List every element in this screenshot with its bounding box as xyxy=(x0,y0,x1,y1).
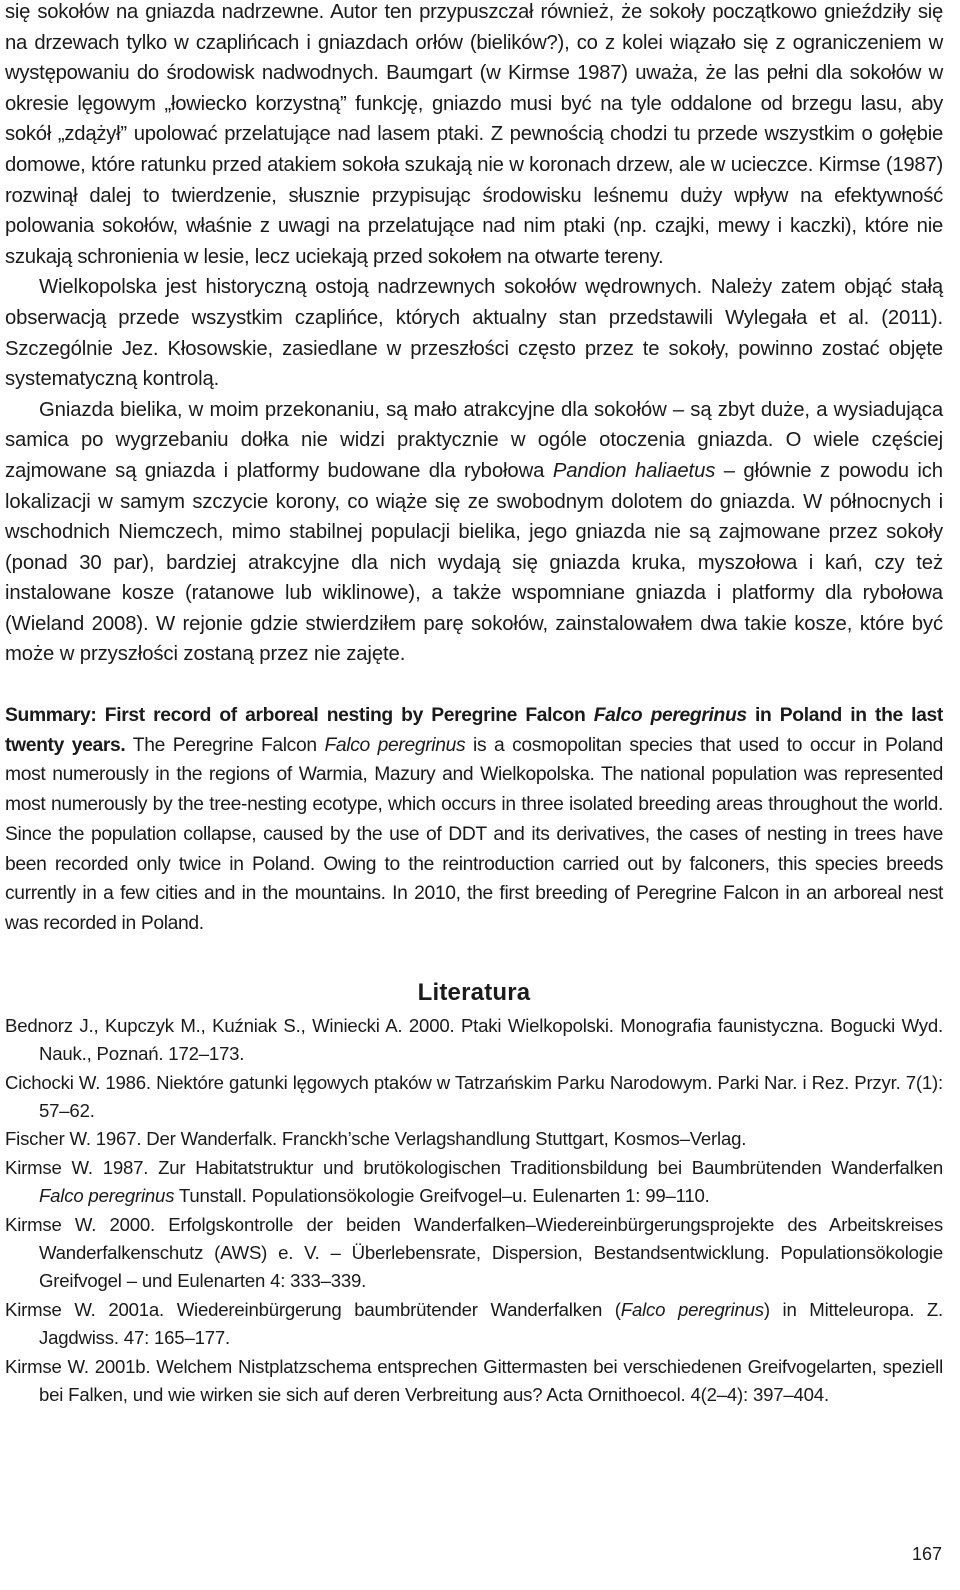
reference-text-end: Tunstall. Populationsökologie Greifvogel–u. Eulenarten 1: 99–110. xyxy=(174,1185,710,1207)
reference-text: Fischer W. 1967. Der Wanderfalk. Franckh’sche Verlagshandlung Stuttgart, Kosmos–Verlag. xyxy=(5,1128,747,1150)
summary-title-species: Falco peregrinus xyxy=(593,705,747,727)
reference-text-end: ) in Mitteleuropa. Z. Jagdwiss. 47: 165–177. xyxy=(39,1298,943,1349)
summary-text-species: Falco peregrinus xyxy=(324,734,466,756)
paragraph-2-text: Wielkopolska jest historyczną ostoją nadrzewnych sokołów wędrownych. Należy zatem objąć stałą obserwacją przede wszystkim czaplińce, których aktualny stan przedstawili Wylegała et al. (2011). Szczególnie Jez. Kłosowskie, zasiedlane w przeszłości często przez te sokoły, powinno zostać objęte systematyczną kontrolą. xyxy=(5,276,943,391)
page-body xyxy=(5,0,943,1409)
paragraph-1-text: się sokołów na gniazda nadrzewne. Autor ten przypuszczał również, że sokoły początkowo gnieździły się na drzewach tylko w czaplińcach i gniazdach orłów (bielików?), co z kolei wiązało się z ograniczeniem w występowaniu do środowisk nadwodnych. Baumgart (w Kirmse 1987) uważa, że las pełni dla sokołów w okresie lęgowym „łowiecko korzystną” funkcję, gniazdo musi być na tyle oddalone od brzegu lasu, aby sokół „zdążył” upolować przelatujące nad lasem ptaki. Z pewnością chodzi tu przede wszystkim o gołębie domowe, które ratunku przed atakiem sokoła szukają nie w koronach drzew, ale w ucieczce. Kirmse (1987) rozwinął dalej to twierdzenie, słusznie przypisując środowisku leśnemu duży wpływ na efektywność polowania sokołów, właśnie z uwagi na przelatujące nad nim ptaki (np. czajki, mewy i kaczki), które nie szukają schronienia w lesie, lecz uciekają przed sokołem na otwarte tereny. xyxy=(5,1,943,268)
reference-text: Kirmse W. 2001a. Wiedereinbürgerung baumbrütender Wanderfalken ( xyxy=(5,1298,621,1320)
paragraph-3-text-start: Gniazda bielika, w moim przekonaniu, są mało atrakcyjne dla sokołów – są zbyt duże, a wysiadująca samica po wygrzebaniu dołka nie widzi praktycznie w ogóle otoczenia gniazda. O wiele częściej zajmowane są gniazda i platformy budowane dla rybołowa xyxy=(5,398,943,482)
paragraph-3-species-name: Pandion haliaetus xyxy=(552,459,716,482)
paragraph-2 xyxy=(5,272,943,394)
paragraph-3-text-end: – głównie z powodu ich lokalizacji w samym szczycie korony, co wiąże się ze swobodnym dolotem do gniazda. W północnych i wschodnich Niemczech, mimo stabilnej populacji bielika, jego gniazda nie są zajmowane przez sokoły (ponad 30 par), bardziej atrakcyjne dla nich wydają się gniazda kruka, myszołowa i kań, czy też instalowane kosze (ratanowe lub wiklinowe), a także wspomniane gniazda i platformy dla rybołowa (Wieland 2008). W rejonie gdzie stwierdziłem parę sokołów, zainstalowałem dwa takie kosze, które być może w przyszłości zostaną przez nie zajęte. xyxy=(5,459,943,666)
reference-italic: Falco peregrinus xyxy=(620,1298,764,1320)
summary-text-start: The Peregrine Falcon xyxy=(125,734,325,756)
paragraph-1 xyxy=(5,0,943,272)
reference-item xyxy=(5,1154,943,1211)
reference-text: Kirmse W. 2001b. Welchem Nistplatzschema entsprechen Gittermasten bei verschiedenen Greifvogelarten, speziell bei Falken, und wie wirken sie sich auf deren Verbreitung aus? Acta Ornithoecol. 4(2–4): 397–404. xyxy=(5,1355,943,1405)
summary-title-end: in Poland in the last twenty years. xyxy=(5,705,943,756)
reference-text: Kirmse W. 1987. Zur Habitatstruktur und brutökologischen Traditionsbildung bei Baumbrütenden Wanderfalken xyxy=(5,1156,943,1178)
reference-item xyxy=(5,1296,943,1353)
paragraph-3 xyxy=(5,395,943,670)
reference-italic: Falco peregrinus xyxy=(39,1185,175,1207)
page-number: 167 xyxy=(911,1544,942,1564)
reference-item xyxy=(5,1353,943,1410)
reference-item xyxy=(5,1069,943,1126)
summary-paragraph xyxy=(5,701,943,939)
reference-text: Bednorz J., Kupczyk M., Kuźniak S., Winiecki A. 2000. Ptaki Wielkopolski. Monografia faunistyczna. Bogucki Wyd. Nauk., Poznań. 172–173. xyxy=(5,1014,943,1065)
summary-text-end: is a cosmopolitan species that used to occur in Poland most numerously in the regions of Warmia, Mazury and Wielkopolska. The national population was represented most numerously by the tree-nesting ecotype, which occurs in three isolated breeding areas throughout the world. Since the population collapse, caused by the use of DDT and its derivatives, the cases of nesting in trees have been recorded only twice in Poland. Owing to the reintroduction carried out by falconers, this species breeds currently in a few cities and in the mountains. In 2010, the first breeding of Peregrine Falcon in an arboreal nest was recorded in Poland. xyxy=(5,734,943,934)
literatura-heading: Literatura xyxy=(417,978,531,1006)
reference-item xyxy=(5,1125,943,1153)
summary-title-start: Summary: First record of arboreal nesting by Peregrine Falcon xyxy=(5,705,594,727)
reference-item xyxy=(5,1012,943,1069)
reference-list xyxy=(5,1012,943,1410)
reference-item xyxy=(5,1211,943,1296)
reference-text: Kirmse W. 2000. Erfolgskontrolle der beiden Wanderfalken–Wiedereinbürgerungsprojekte des Arbeitskreises Wanderfalkenschutz (AWS) e. V. – Überlebensrate, Dispersion, Bestandsentwicklung. Populationsökologie Greifvogel – und Eulenarten 4: 333–339. xyxy=(5,1213,943,1292)
reference-text: Cichocki W. 1986. Niektóre gatunki lęgowych ptaków w Tatrzańskim Parku Narodowym. Parki Nar. i Rez. Przyr. 7(1): 57–62. xyxy=(5,1071,943,1121)
